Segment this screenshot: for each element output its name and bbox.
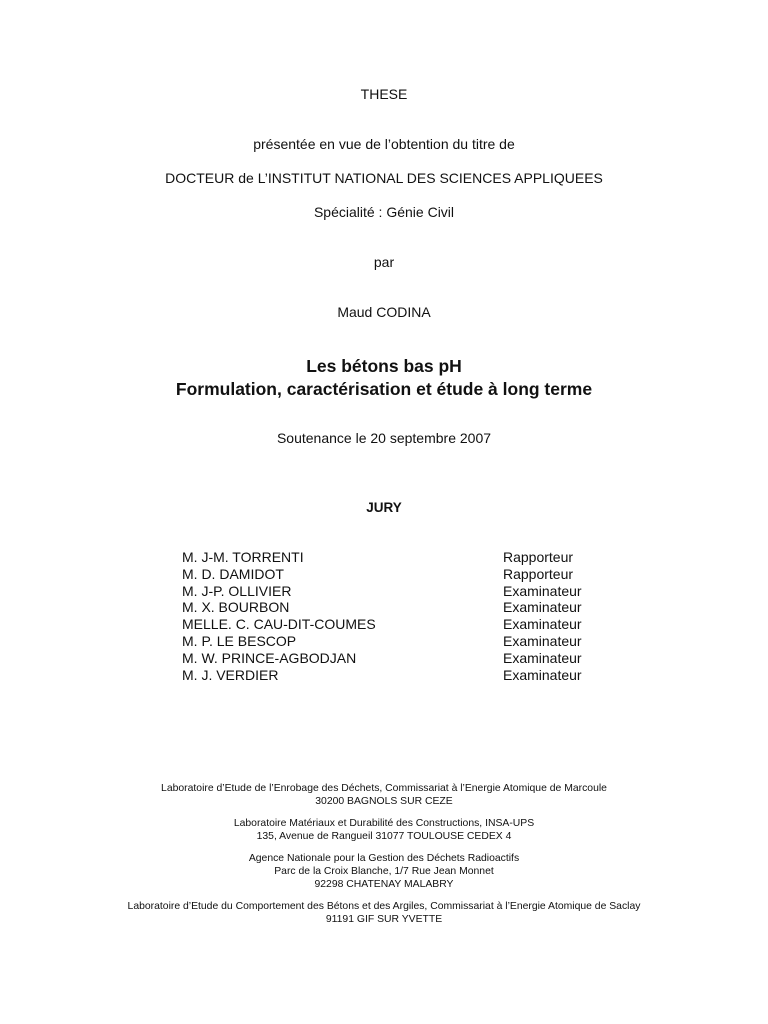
jury-member-role: Rapporteur bbox=[503, 549, 574, 565]
jury-row bbox=[182, 633, 602, 650]
lab-line: 135, Avenue de Rangueil 31077 TOULOUSE CEDEX 4 bbox=[256, 830, 512, 842]
lab-line: Agence Nationale pour la Gestion des Déchets Radioactifs bbox=[248, 853, 520, 865]
jury-member-role: Examinateur bbox=[503, 632, 582, 649]
jury-member-role: Examinateur bbox=[503, 666, 582, 683]
jury-member-name: M. W. PRINCE-AGBODJAN bbox=[182, 649, 357, 666]
jury-row bbox=[182, 650, 602, 667]
soutenance-date: Soutenance le 20 septembre 2007 bbox=[276, 430, 492, 446]
lab-line: Laboratoire d’Etude du Comportement des Bétons et des Argiles, Commissariat à l’Energie Atomique de Saclay bbox=[127, 901, 641, 913]
jury-member-role: Examinateur bbox=[503, 616, 582, 633]
lab-line: 30200 BAGNOLS SUR CEZE bbox=[315, 795, 453, 807]
thesis-title-line2: Formulation, caractérisation et étude à long terme bbox=[175, 379, 593, 399]
jury-member-role: Examinateur bbox=[503, 649, 582, 666]
par-line: par bbox=[373, 254, 395, 270]
lab-block bbox=[0, 783, 768, 808]
thesis-title-line1: Les bétons bas pH bbox=[306, 356, 462, 376]
jury-member-name: M. P. LE BESCOP bbox=[182, 632, 297, 649]
jury-list bbox=[182, 549, 602, 683]
jury-member-name: M. X. BOURBON bbox=[182, 599, 290, 616]
specialite-line: Spécialité : Génie Civil bbox=[313, 204, 455, 220]
docteur-line: DOCTEUR de L’INSTITUT NATIONAL DES SCIENCES APPLIQUEES bbox=[165, 170, 603, 186]
jury-row bbox=[182, 566, 602, 583]
laboratories bbox=[0, 783, 768, 936]
jury-row bbox=[182, 583, 602, 600]
jury-row bbox=[182, 549, 602, 566]
jury-member-name: M. J-M. TORRENTI bbox=[182, 549, 304, 565]
lab-block bbox=[0, 901, 768, 926]
lab-line: Parc de la Croix Blanche, 1/7 Rue Jean Monnet bbox=[274, 865, 494, 877]
jury-member-role: Rapporteur bbox=[503, 565, 574, 582]
lab-line: 91191 GIF SUR YVETTE bbox=[325, 913, 443, 925]
jury-row bbox=[182, 599, 602, 616]
presentee-line: présentée en vue de l’obtention du titre de bbox=[253, 136, 515, 152]
lab-line: Laboratoire d’Etude de l’Enrobage des Déchets, Commissariat à l’Energie Atomique de Marcoule bbox=[161, 783, 607, 794]
lab-line: Laboratoire Matériaux et Durabilité des Constructions, INSA-UPS bbox=[233, 818, 535, 830]
jury-member-name: MELLE. C. CAU-DIT-COUMES bbox=[182, 616, 376, 633]
lab-line: 92298 CHATENAY MALABRY bbox=[314, 878, 454, 890]
jury-heading: JURY bbox=[366, 500, 402, 515]
jury-member-role: Examinateur bbox=[503, 599, 582, 616]
jury-row bbox=[182, 616, 602, 633]
these-heading: THESE bbox=[360, 86, 408, 102]
author-name: Maud CODINA bbox=[337, 304, 431, 320]
jury-member-name: M. J. VERDIER bbox=[182, 666, 279, 683]
lab-block bbox=[0, 853, 768, 891]
jury-member-role: Examinateur bbox=[503, 582, 582, 599]
jury-member-name: M. J-P. OLLIVIER bbox=[182, 582, 292, 599]
lab-block bbox=[0, 818, 768, 843]
jury-member-name: M. D. DAMIDOT bbox=[182, 565, 284, 582]
jury-row bbox=[182, 667, 602, 684]
